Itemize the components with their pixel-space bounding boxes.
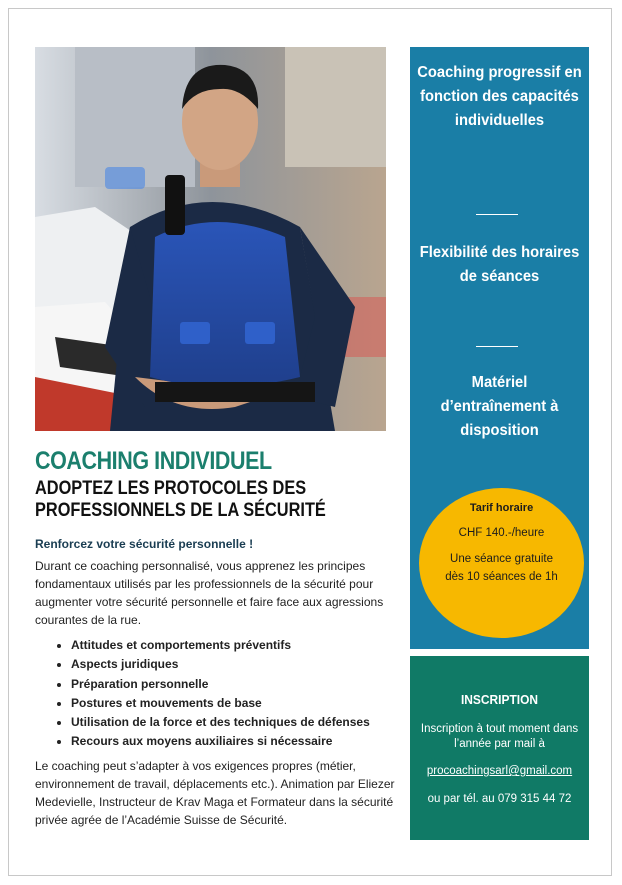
list-item: • Utilisation de la force et des techniques de défenses bbox=[71, 713, 405, 732]
feature-flexible-schedule: Flexibilité des horaires de séances bbox=[419, 244, 580, 285]
feature-progressive-coaching: Coaching progressif en fonction des capacités individuelles bbox=[417, 64, 582, 129]
tarif-price: CHF 140.-/heure bbox=[458, 527, 545, 539]
list-item: • Préparation personnelle bbox=[71, 675, 405, 694]
tarif-offer: Une séance gratuite dès 10 séances de 1h bbox=[445, 553, 558, 583]
inscription-text: Inscription à tout moment dans l’année par mail à bbox=[420, 723, 579, 750]
security-officer-photo bbox=[35, 47, 386, 431]
list-item: • Aspects juridiques bbox=[71, 655, 405, 674]
tarif-title: Tarif horaire bbox=[469, 502, 534, 514]
phone-text: ou par tél. au 079 315 44 72 bbox=[427, 793, 572, 805]
outro-paragraph: Le coaching peut s’adapter à vos exigences propres (métier, environnement de travail, déplacements etc.). Animation par Eliezer Medevielle, Instructeur de Krav Maga et Formateur dans la sécurité privée agrée de l’Académie Suisse de Sécurité. bbox=[35, 759, 395, 827]
sidebar-divider bbox=[476, 214, 518, 215]
list-item: • Attitudes et comportements préventifs bbox=[71, 636, 405, 655]
intro-paragraph: Durant ce coaching personnalisé, vous apprenez les principes fondamentaux utilisés par les professionnels de la sécurité pour augmenter votre sécurité personnelle et faire face aux agressions courantes de la rue. bbox=[35, 559, 384, 627]
sidebar-divider bbox=[476, 346, 518, 347]
feature-training-equipment: Matériel d’entraînement à disposition bbox=[440, 374, 559, 439]
flyer-subtitle: ADOPTEZ LES PROTOCOLES DES PROFESSIONNELS DE LA SÉCURITÉ bbox=[35, 478, 326, 521]
inscription-title: INSCRIPTION bbox=[460, 692, 539, 707]
list-item: • Postures et mouvements de base bbox=[71, 694, 405, 713]
list-item: • Recours aux moyens auxiliaires si nécessaire bbox=[71, 732, 405, 751]
email-link[interactable]: procoachingsarl@gmail.com bbox=[426, 765, 573, 777]
flyer-title: COACHING INDIVIDUEL bbox=[35, 447, 272, 475]
topics-list bbox=[35, 636, 405, 752]
lead-text: Renforcez votre sécurité personnelle ! bbox=[35, 537, 254, 551]
